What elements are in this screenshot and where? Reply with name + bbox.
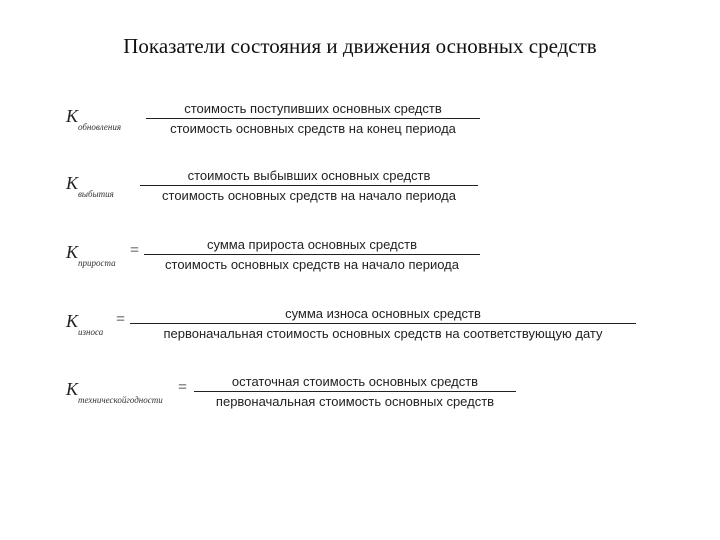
- fraction: [144, 236, 480, 273]
- denominator: стоимость основных средств на начало периода: [162, 188, 456, 203]
- coefficient-subscript: прироста: [78, 258, 116, 268]
- coefficient-symbol: K: [66, 242, 79, 262]
- fraction-bar: [194, 391, 516, 392]
- fraction: [146, 100, 480, 137]
- numerator: стоимость выбывших основных средств: [187, 168, 431, 183]
- formula-renewal: [66, 100, 486, 140]
- coefficient-subscript: выбытия: [78, 189, 114, 199]
- numerator: стоимость поступивших основных средств: [184, 101, 442, 116]
- denominator: стоимость основных средств на начало периода: [165, 257, 459, 272]
- denominator: стоимость основных средств на конец периода: [170, 121, 456, 136]
- coefficient-symbol: K: [66, 106, 79, 126]
- denominator: первоначальная стоимость основных средств: [215, 394, 495, 409]
- formula-retirement: [66, 167, 486, 207]
- numerator: сумма износа основных средств: [285, 306, 481, 321]
- fraction: [194, 373, 516, 410]
- equals-sign: =: [178, 379, 188, 396]
- equals-sign: =: [130, 242, 140, 259]
- coefficient-subscript: техническойгодности: [78, 395, 163, 405]
- formula-growth: [66, 236, 486, 276]
- numerator: остаточная стоимость основных средств: [231, 374, 479, 389]
- slide-title: Показатели состояния и движения основных средств: [123, 34, 597, 58]
- coefficient-symbol: K: [66, 311, 79, 331]
- fraction-bar: [146, 118, 480, 119]
- denominator: первоначальная стоимость основных средств на соответствующую дату: [163, 326, 603, 341]
- fraction-bar: [130, 323, 636, 324]
- coefficient-symbol: K: [66, 379, 79, 399]
- coefficient-symbol: K: [66, 173, 79, 193]
- fraction-bar: [140, 185, 478, 186]
- fraction: [130, 305, 636, 342]
- coefficient-subscript: обновления: [78, 122, 122, 132]
- fraction-bar: [144, 254, 480, 255]
- formula-serviceability: [66, 373, 526, 413]
- formula-wear: [66, 305, 641, 345]
- coefficient-subscript: износа: [78, 327, 104, 337]
- numerator: сумма прироста основных средств: [206, 237, 417, 252]
- fraction: [140, 167, 478, 204]
- equals-sign: =: [116, 311, 126, 328]
